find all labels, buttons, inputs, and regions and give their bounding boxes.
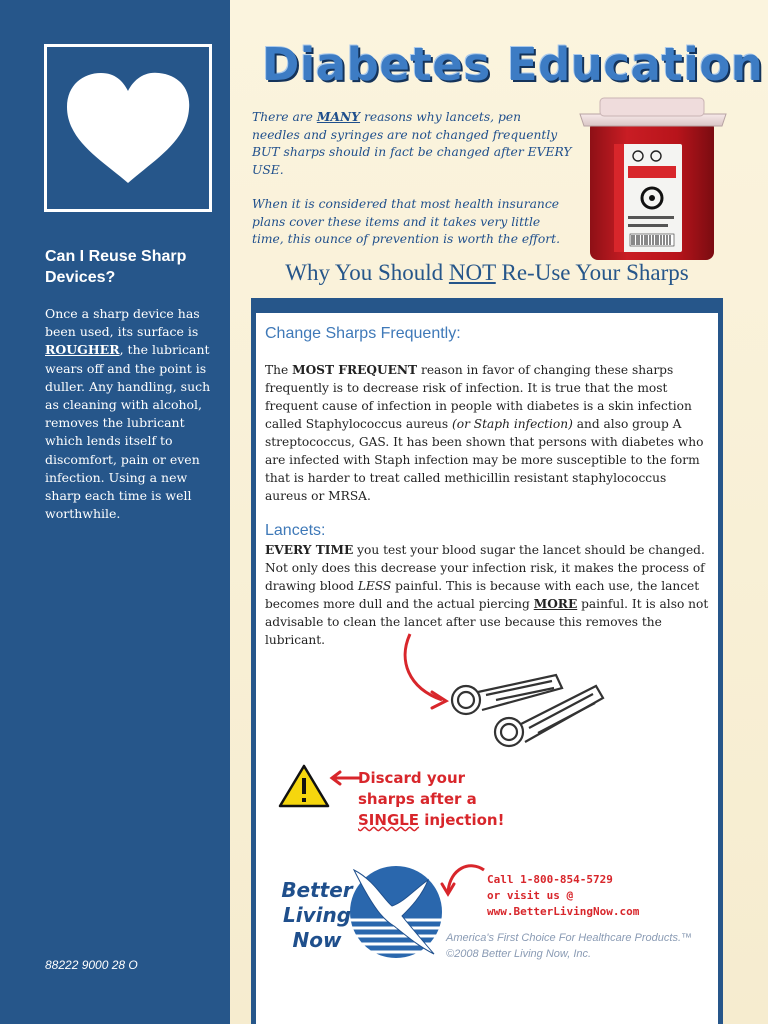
intro-paragraph-1: There are MANY reasons why lancets, pen needles and syringes are not changed frequently BUT sharps should in fact be changed after EVERY USE. (252, 109, 572, 177)
company-tagline: America's First Choice For Healthcare Products.™ ©2008 Better Living Now, Inc. (446, 932, 693, 960)
section-heading-change-sharps: Change Sharps Frequently: (265, 325, 461, 342)
intro-paragraph-2: When it is considered that most health insurance plans cover these items and it takes very little time, this ounce of prevention is worth the effort. (252, 197, 560, 246)
heart-logo-box (44, 44, 212, 212)
sharps-container-image (576, 96, 732, 266)
section-subtitle: Why You Should NOT Re-Use Your Sharps (285, 260, 689, 285)
sidebar-paragraph: Once a sharp device has been used, its surface is ROUGHER, the lubricant wears off and the point is duller. Any handling, such as cleaning with alcohol, removes the lubricant which lends itself to discomfort, pain or even infection. Using a new sharp each time is well worthwhile. (45, 306, 211, 522)
page-title: Diabetes Education (262, 38, 764, 91)
lancets-illustration (396, 630, 611, 755)
section-body-lancets: EVERY TIME you test your blood sugar the lancet should be changed. Not only does this decrease your infection risk, it makes the process of drawing blood LESS painful. This is because with each use, the lancet becomes more dull and the actual piercing MORE painful. It is also not advisable to clean the lancet after use because this removes the lubricant. (265, 543, 709, 647)
website-link[interactable]: www.BetterLivingNow.com (487, 905, 640, 918)
discard-warning-text: Discard your sharps after a SINGLE injection! (358, 769, 505, 829)
rougher-emphasis: ROUGHER (45, 342, 120, 358)
heart-icon (63, 71, 193, 186)
section-heading-lancets: Lancets: (265, 522, 326, 539)
logo-wordmark: Better Living Now (281, 878, 353, 952)
section-body-change-sharps: The MOST FREQUENT reason in favor of changing these sharps frequently is to decrease risk of infection. It is true that the most frequent cause of infection in people with diabetes is a skin infection called Staphylococcus aureus (or Staph infection) and also group A streptococcus, GAS. It has been shown that persons with diabetes who are infected with Staph infection may be more susceptible to the form that is harder to treat called methicillin resistant staphylococcus aureus or MRSA. (265, 363, 704, 503)
contact-arrow (440, 862, 488, 898)
intro-text (252, 108, 572, 266)
sidebar-heading: Can I Reuse Sharp Devices? (45, 248, 187, 286)
contact-info: Call 1-800-854-5729 or visit us @ www.BetterLivingNow.com (487, 873, 640, 918)
warning-icon (278, 762, 368, 812)
product-code: 88222 9000 28 O (45, 958, 138, 972)
sidebar (0, 0, 230, 1024)
